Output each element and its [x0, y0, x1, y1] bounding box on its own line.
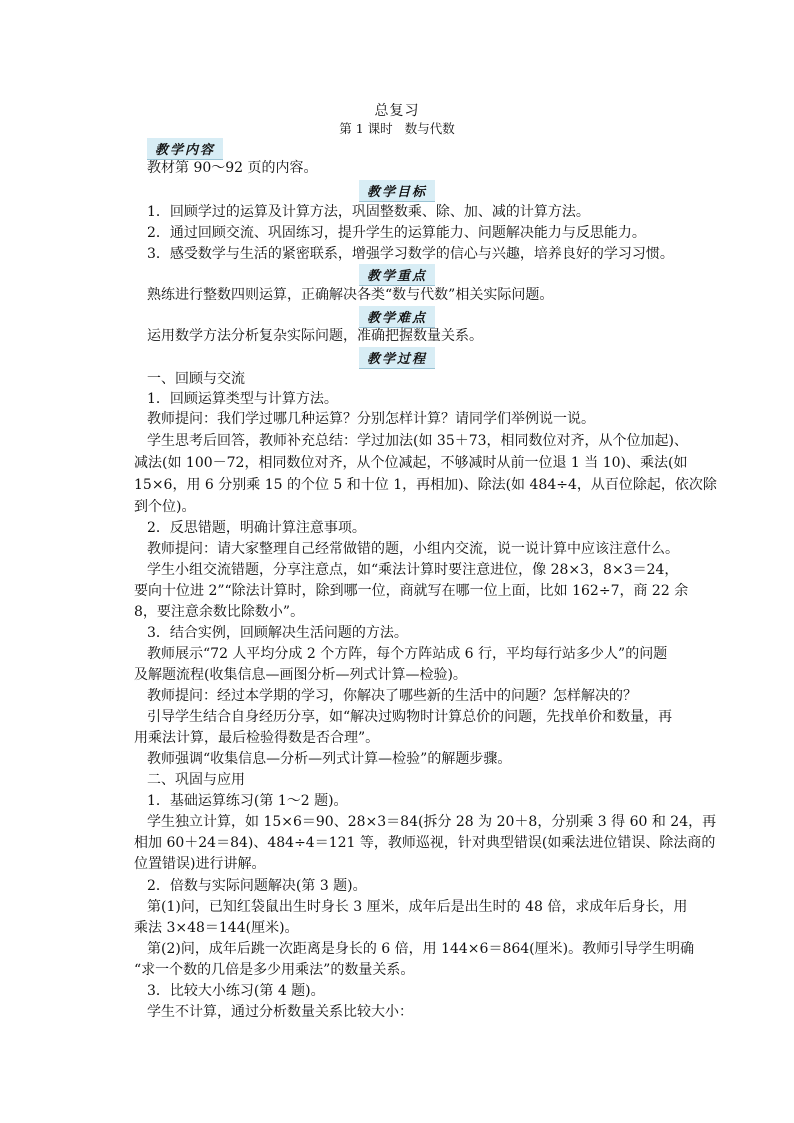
paragraph: 1．回顾运算类型与计算方法。	[147, 391, 338, 407]
paragraph: 学生小组交流错题，分享注意点，如“乘法计算时要注意进位，像 28×3，8×3＝24，	[147, 562, 679, 578]
page-title: 总复习	[374, 103, 420, 119]
paragraph: 2．反思错题，明确计算注意事项。	[147, 520, 366, 536]
paragraph: 教师提问：我们学过哪几种运算？分别怎样计算？请同学们举例说一说。	[147, 411, 595, 427]
paragraph: 用乘法计算，最后检验得数是否合理”。	[134, 730, 380, 746]
paragraph: 要向十位进 2”“除法计算时，除到哪一位，商就写在哪一位上面，比如 162÷7，商 22 余	[134, 583, 689, 599]
goal-item-2: 2．通过回顾交流、巩固练习，提升学生的运算能力、问题解决能力与反思能力。	[147, 225, 646, 241]
difficulty-text: 运用数学方法分析复杂实际问题，准确把握数量关系。	[147, 328, 483, 344]
section-label-key: 教学重点	[359, 264, 435, 286]
section-label-content: 教学内容	[147, 138, 223, 160]
paragraph: 引导学生结合自身经历分享，如“解决过购物时计算总价的问题，先找单价和数量，再	[147, 709, 673, 725]
paragraph: 学生思考后回答，教师补充总结：学过加法(如 35＋73，相同数位对齐，从个位加起)、	[147, 433, 689, 449]
paragraph: 教师强调“收集信息—分析—列式计算—检验”的解题步骤。	[147, 751, 512, 767]
process-heading	[0, 347, 794, 369]
paragraph: 相加 60＋24＝84)、484÷4＝121 等，教师巡视，针对典型错误(如乘法进位错误、除法商的	[134, 835, 716, 851]
paragraph: “求一个数的几倍是多少用乘法”的数量关系。	[134, 962, 415, 978]
paragraph: 8，要注意余数比除数小”。	[134, 604, 305, 620]
paragraph: 1．基础运算练习(第 1～2 题)。	[147, 793, 348, 809]
section-label-difficulty: 教学难点	[359, 306, 435, 328]
paragraph: 教师提问：请大家整理自己经常做错的题，小组内交流，说一说计算中应该注意什么。	[147, 541, 679, 557]
paragraph: 2．倍数与实际问题解决(第 3 题)。	[147, 878, 367, 894]
paragraph: 位置错误)进行讲解。	[134, 856, 266, 872]
paragraph: 学生独立计算，如 15×6＝90、28×3＝84(拆分 28 为 20＋8，分别乘 3 得 60 和 24，再	[147, 814, 717, 830]
paragraph: 乘法 3×48＝144(厘米)。	[134, 920, 299, 936]
difficulty-heading	[0, 306, 794, 328]
section-label-process: 教学过程	[359, 347, 435, 369]
paragraph: 第(1)问，已知红袋鼠出生时身长 3 厘米，成年后是出生时的 48 倍，求成年后身长，用	[147, 899, 688, 915]
lesson-subtitle	[0, 119, 794, 137]
lesson-topic: 数与代数	[404, 121, 455, 136]
key-heading	[0, 264, 794, 286]
paragraph: 3．结合实例，回顾解决生活问题的方法。	[147, 625, 408, 641]
part1-title: 一、回顾与交流	[147, 371, 245, 387]
paragraph: 学生不计算，通过分析数量关系比较大小：	[147, 1004, 413, 1020]
goals-heading	[0, 180, 794, 202]
goal-item-3: 3．感受数学与生活的紧密联系，增强学习数学的信心与兴趣，培养良好的学习习惯。	[147, 246, 674, 262]
paragraph: 及解题流程(收集信息—画图分析—列式计算—检验)。	[134, 667, 467, 683]
paragraph: 3．比较大小练习(第 4 题)。	[147, 983, 325, 999]
goal-item-1: 1．回顾学过的运算及计算方法，巩固整数乘、除、加、减的计算方法。	[147, 204, 590, 220]
key-text: 熟练进行整数四则运算，正确解决各类“数与代数”相关实际问题。	[147, 287, 554, 303]
section-label-goals: 教学目标	[359, 180, 435, 202]
paragraph: 教师展示“72 人平均分成 2 个方阵，每个方阵站成 6 行，平均每行站多少人”的问题	[147, 646, 668, 662]
paragraph: 教师提问：经过本学期的学习，你解决了哪些新的生活中的问题？怎样解决的？	[147, 688, 637, 704]
paragraph: 减法(如 100－72，相同数位对齐，从个位减起，不够减时从前一位退 1 当 10)、乘法(如	[134, 455, 688, 471]
part2-title: 二、巩固与应用	[147, 772, 245, 788]
content-text: 教材第 90～92 页的内容。	[147, 160, 318, 176]
lesson-number: 第 1 课时	[339, 121, 393, 136]
paragraph: 第(2)问，成年后跳一次距离是身长的 6 倍，用 144×6＝864(厘米)。教师引导学生明确	[147, 941, 695, 957]
paragraph: 15×6，用 6 分别乘 15 的个位 5 和十位 1，再相加)、除法(如 484÷4，从百位除起，依次除	[134, 477, 717, 493]
paragraph: 到个位)。	[134, 499, 196, 515]
